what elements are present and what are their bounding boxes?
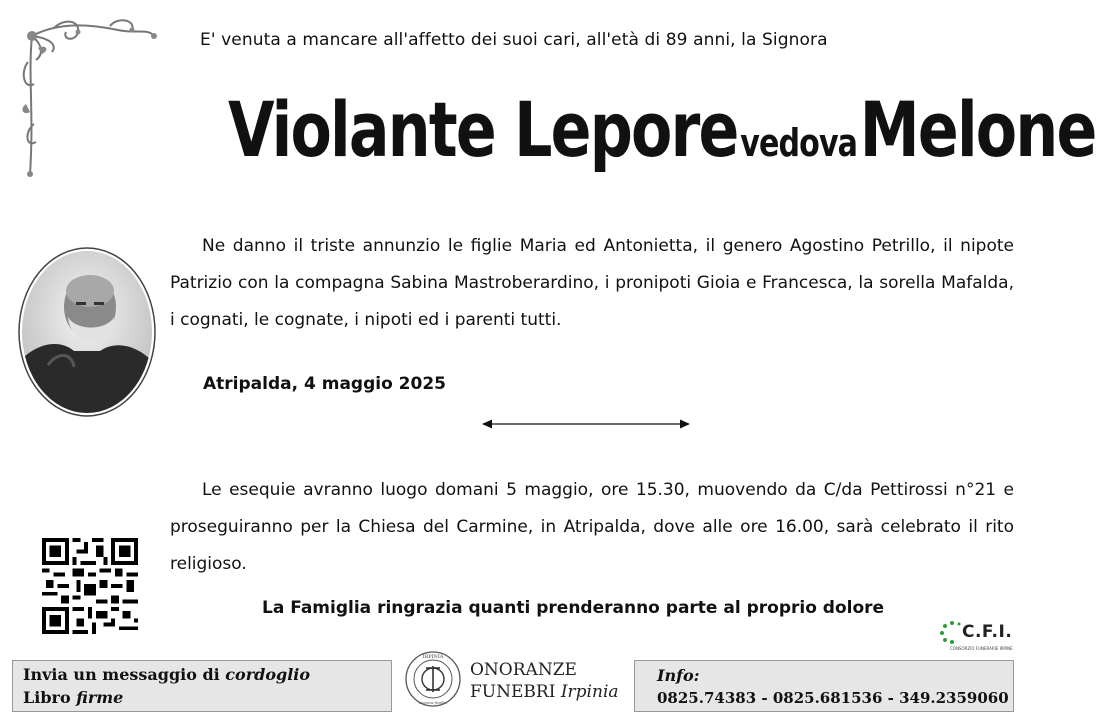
- agency-line2: [470, 681, 619, 703]
- corner-flourish-icon: [18, 14, 160, 186]
- logo-bottom-text: onoranze funebri: [419, 701, 447, 705]
- deceased-name: [228, 85, 1096, 174]
- info-label-text: Info: [657, 666, 694, 685]
- guestbook-prefix: Libro: [23, 688, 77, 707]
- guestbook-link[interactable]: [23, 688, 123, 707]
- announcement-paragraph: Ne danno il triste annunzio le figlie Maria ed Antonietta, il genero Agostino Petrillo, il nipote Patrizio con la compagna Sabina Mastroberardino, i pronipoti Gioia e Francesca, la sorella Mafalda, i cognati, le cognate, i nipoti ed i parenti tutti.: [170, 236, 1014, 330]
- double-arrow-divider-icon: [482, 418, 690, 430]
- intro-text: E' venuta a mancare all'affetto dei suoi cari, all'età di 89 anni, la Signora: [200, 30, 828, 50]
- qr-code-icon[interactable]: [42, 538, 138, 634]
- cfi-subtitle: CONSORZIO FUNERARIE IRPINE: [950, 646, 1013, 651]
- agency-name: [470, 659, 619, 703]
- info-panel: [634, 660, 1014, 712]
- condolence-em: cordoglio: [225, 665, 311, 684]
- thanks-text: La Famiglia ringrazia quanti prenderanno parte al proprio dolore: [262, 598, 885, 618]
- condolence-link[interactable]: [23, 665, 310, 684]
- agency-line2-prefix: FUNEBRI: [470, 682, 561, 702]
- cfi-logo: [940, 620, 1020, 654]
- widow-word: vedova: [740, 121, 858, 165]
- dateline: Atripalda, 4 maggio 2025: [203, 374, 446, 394]
- agency-logo-icon: [404, 650, 462, 708]
- agency-line1: ONORANZE: [470, 660, 577, 680]
- cfi-mark: C.F.I.: [962, 622, 1013, 642]
- funeral-paragraph: Le esequie avranno luogo domani 5 maggio, ore 15.30, muovendo da C/da Pettirossi n°21 e proseguiranno per la Chiesa del Carmine, in Atripalda, dove alle ore 16.00, sarà celebrato il rito religioso.: [170, 480, 1014, 574]
- guestbook-em: firme: [76, 688, 124, 707]
- condolence-prefix: Invia un messaggio di: [23, 665, 226, 684]
- agency-line2-em: Irpinia: [560, 682, 619, 702]
- logo-top-text: IRPINIA: [422, 654, 444, 660]
- portrait-photo: [18, 247, 156, 417]
- deceased-married-name: Melone: [859, 85, 1096, 174]
- deceased-first-name: Violante Lepore: [228, 85, 738, 174]
- info-phones[interactable]: 0825.74383 - 0825.681536 - 349.2359060: [657, 689, 1009, 707]
- info-label: Info:: [657, 666, 700, 685]
- cfi-dots-icon: [940, 620, 964, 644]
- condolence-panel[interactable]: [12, 660, 392, 712]
